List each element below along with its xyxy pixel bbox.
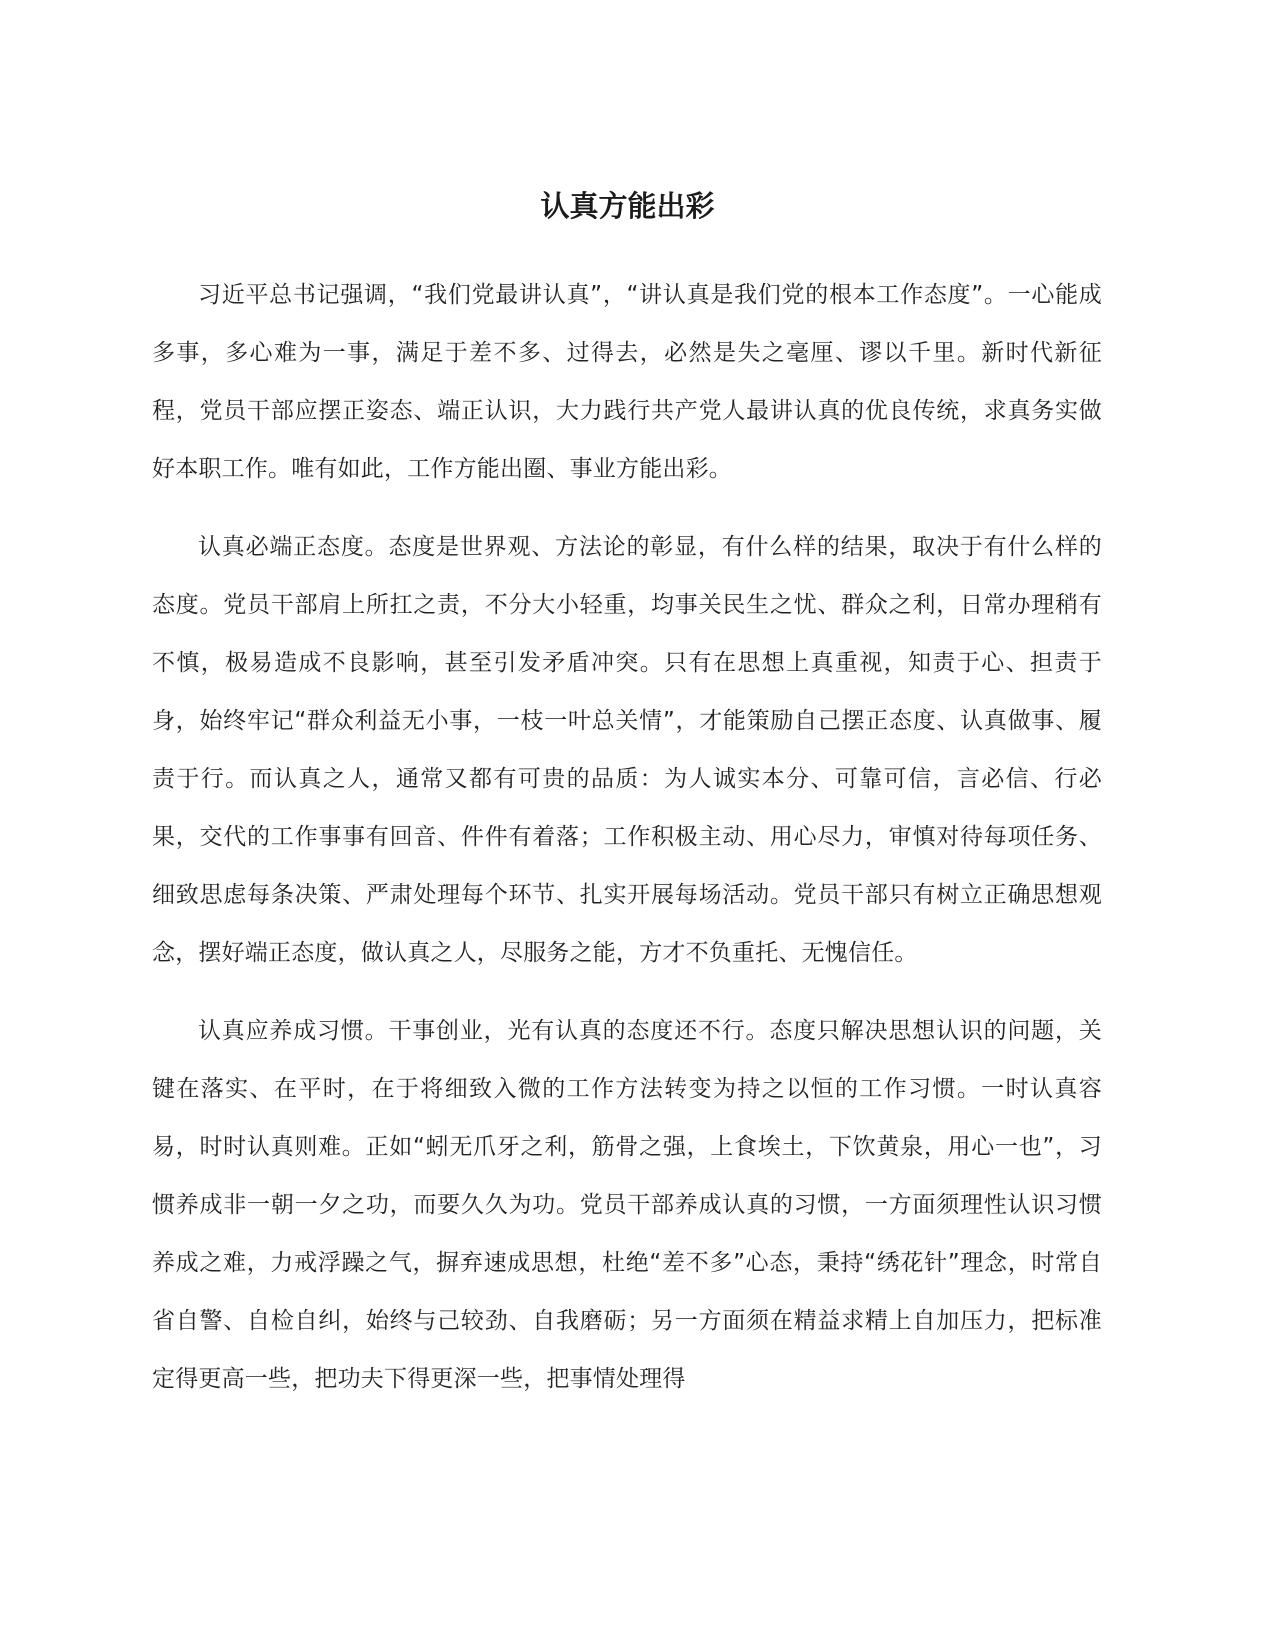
document-title: 认真方能出彩	[540, 189, 715, 223]
paragraph-3: 认真应养成习惯。干事创业，光有认真的态度还不行。态度只解决思想认识的问题，关键在落实、在平时，在于将细致入微的工作方法转变为持之以恒的工作习惯。一时认真容易，时时认真则难。正如“蚓无爪牙之利，筋骨之强，上食埃土，下饮黄泉，用心一也”，习惯养成非一朝一夕之功，而要久久为功。党员干部养成认真的习惯，一方面须理性认识习惯养成之难，力戒浮躁之气，摒弃速成思想，杜绝“差不多”心态，秉持“绣花针”理念，时常自省自警、自检自纠，始终与己较劲、自我磨砺；另一方面须在精益求精上自加压力，把标准定得更高一些，把功夫下得更深一些，把事情处理得	[152, 1018, 1102, 1392]
document-body	[152, 266, 1102, 1428]
paragraph-2: 认真必端正态度。态度是世界观、方法论的彰显，有什么样的结果，取决于有什么样的态度。党员干部肩上所扛之责，不分大小轻重，均事关民生之忧、群众之利，日常办理稍有不慎，极易造成不良影响，甚至引发矛盾冲突。只有在思想上真重视，知责于心、担责于身，始终牢记“群众利益无小事，一枝一叶总关情”，才能策励自己摆正态度、认真做事、履责于行。而认真之人，通常又都有可贵的品质：为人诚实本分、可靠可信，言必信、行必果，交代的工作事事有回音、件件有着落；工作积极主动、用心尽力，审慎对待每项任务、细致思虑每条决策、严肃处理每个环节、扎实开展每场活动。党员干部只有树立正确思想观念，摆好端正态度，做认真之人，尽服务之能，方才不负重托、无愧信任。	[152, 534, 1102, 966]
paragraph-1: 习近平总书记强调，“我们党最讲认真”，“讲认真是我们党的根本工作态度”。一心能成多事，多心难为一事，满足于差不多、过得去，必然是失之毫厘、谬以千里。新时代新征程，党员干部应摆正姿态、端正认识，大力践行共产党人最讲认真的优良传统，求真务实做好本职工作。唯有如此，工作方能出圈、事业方能出彩。	[152, 282, 1102, 482]
